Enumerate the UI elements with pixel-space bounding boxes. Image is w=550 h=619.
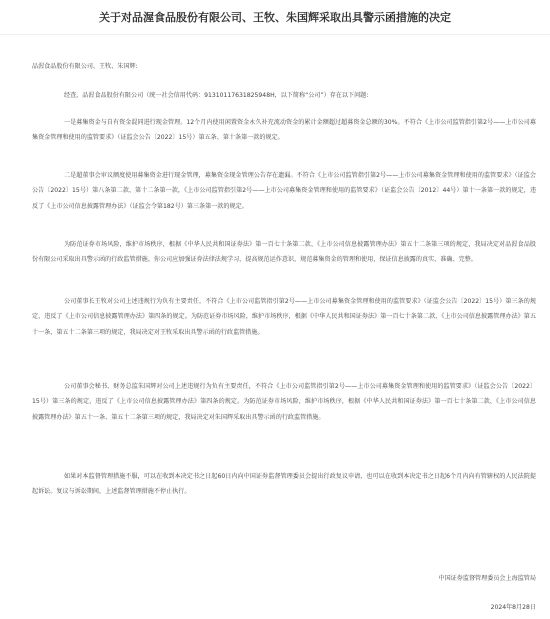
issuer-name: 中国证券监督管理委员会上海监管局: [438, 575, 536, 582]
paragraph-company-measure: 为防范证券市场风险，维护市场秩序，根据《中华人民共和国证券法》第一百七十条第二款、《上市公司信息披露管理办法》第五十二条第三项的规定，我局决定对品渥食品股份有限公司采取出具警示函的行政监管措施。你公司应加强证券法律法规学习，提高规范运作意识，规范募集资金的管理和使用，保证信息披露的真实、准确、完整。: [32, 241, 536, 264]
addressee: 品渥食品股份有限公司、王牧、朱国辉:: [32, 63, 138, 70]
paragraph-issue-one: 一是募集资金与自有资金混同进行现金管理。12个月内使用闲置资金永久补充流动资金的累计金额超过超募资金总额的30%。不符合《上市公司监管指引第2号——上市公司募集资金管理和使用的监管要求》（证监会公告〔2022〕15号）第五条、第十条第一款的规定。: [32, 119, 536, 142]
paragraph-issue-two: 二是超董事会审议额度使用募集资金进行现金管理，募集资金现金管理公告存在遗漏。不符合《上市公司监管指引第2号——上市公司募集资金管理和使用的监管要求》（证监会公告〔2022〕15号）第八条第二款、第十二条第一款，《上市公司监管指引第2号——上市公司募集资金管理和使用的监管要求》（证监会公告〔2012〕44号）第十一条第一款的规定，违反了《上市公司信息披露管理办法》（证监会令第182号）第三条第一款的规定。: [32, 172, 536, 210]
paragraph-findings-intro: 经查，品渥食品股份有限公司（统一社会信用代码：91310117631825948H，以下简称“公司”）存在以下问题:: [64, 92, 369, 99]
paragraph-secretary-measure: 公司董事会秘书、财务总监朱国辉对公司上述违规行为负有主要责任，不符合《上市公司监管指引第2号——上市公司募集资金管理和使用的监管要求》（证监会公告〔2022〕15号）第三条的规定，违反了《上市公司信息披露管理办法》第四条的规定。为防范证券市场风险，维护市场秩序，根据《中华人民共和国证券法》第一百七十条第二款、《上市公司信息披露管理办法》第五十一条、第五十二条第三项的规定，我局决定对朱国辉采取出具警示函的行政监管措施。: [32, 383, 536, 421]
paragraph-chairman-measure: 公司董事长王牧对公司上述违规行为负有主要责任，不符合《上市公司监管指引第2号——上市公司募集资金管理和使用的监管要求》（证监会公告〔2022〕15号）第三条的规定，违反了《上市公司信息披露管理办法》第四条的规定。为防范证券市场风险，维护市场秩序，根据《中华人民共和国证券法》第一百七十条第二款、《上市公司信息披露管理办法》第五十一条、第五十二条第三项的规定，我局决定对王牧采取出具警示函的行政监管措施。: [32, 298, 536, 336]
paragraph-appeal-notice: 如果对本监督管理措施不服，可以在收到本决定书之日起60日内向中国证券监督管理委员会提出行政复议申请，也可以在收到本决定书之日起6个月内向有管辖权的人民法院提起诉讼。复议与诉讼期间，上述监督管理措施不停止执行。: [32, 473, 536, 496]
document-title: 关于对品渥食品股份有限公司、王牧、朱国辉采取出具警示函措施的决定: [99, 11, 451, 24]
title-divider: [0, 34, 550, 35]
issue-date: 2024年8月28日: [490, 604, 536, 611]
